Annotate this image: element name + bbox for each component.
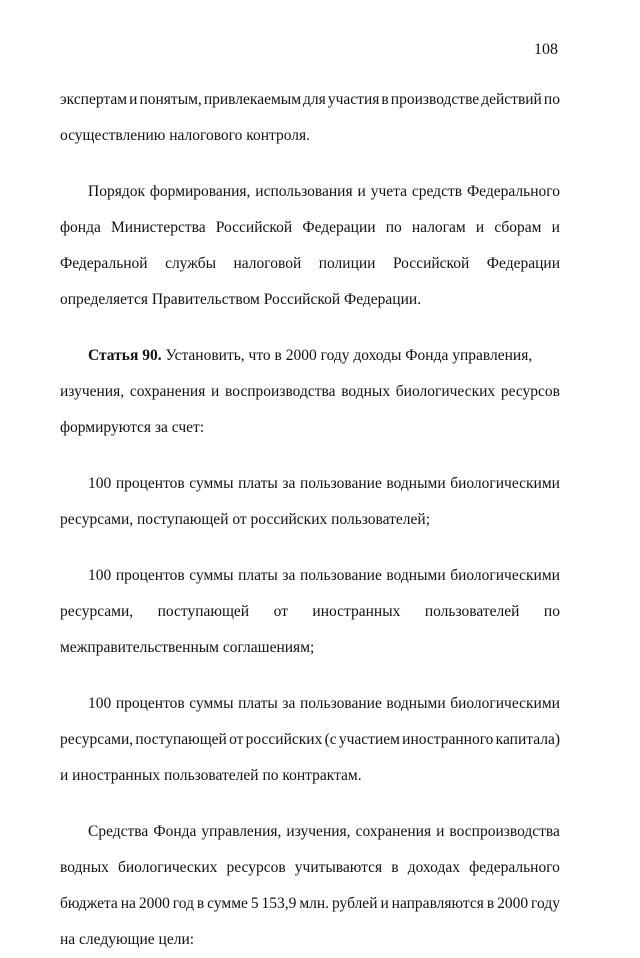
document-body: [60, 82, 560, 958]
text-line: и иностранных пользователей по контрактам.: [60, 767, 362, 784]
text-line: изучения, сохранения и воспроизводства водных биологических ресурсов: [60, 383, 560, 400]
text-line: Порядок формирования, использования и учета средств Федерального: [88, 183, 560, 200]
text-line: 100 процентов суммы платы за пользование водными биологическими: [88, 695, 560, 712]
text-line: Средства Фонда управления, изучения, сохранения и воспроизводства: [88, 823, 560, 840]
text-line: осуществлению налогового контроля.: [60, 127, 311, 144]
article-label: Статья 90.: [88, 347, 162, 364]
text-line: межправительственным соглашениям;: [60, 639, 315, 656]
text-line: 100 процентов суммы платы за пользование водными биологическими: [88, 475, 560, 492]
text-line: определяется Правительством Российской Федерации.: [60, 291, 422, 308]
text-line: Федеральной службы налоговой полиции Российской Федерации: [60, 255, 560, 272]
text-line: ресурсами, поступающей от иностранных пользователей по: [60, 603, 560, 620]
text-line: ресурсами, поступающей от российских пользователей;: [60, 511, 431, 528]
text-line: ресурсами, поступающей от российских (с участием иностранного капитала): [60, 731, 560, 748]
article-line: [60, 338, 560, 374]
text-line: бюджета на 2000 год в сумме 5 153,9 млн. рублей и направляются в 2000 году: [60, 895, 560, 912]
text-line: экспертам и понятым, привлекаемым для участия в производстве действий по: [60, 91, 560, 108]
text-line: фонда Министерства Российской Федерации по налогам и сборам и: [60, 219, 560, 236]
text-line: 100 процентов суммы платы за пользование водными биологическими: [88, 567, 560, 584]
text-line: на следующие цели:: [60, 931, 195, 948]
text-line: Установить, что в 2000 году доходы Фонда управления,: [161, 347, 533, 364]
text-line: формируются за счет:: [60, 419, 205, 436]
text-line: водных биологических ресурсов учитываются в доходах федерального: [60, 859, 560, 876]
page-number: 108: [534, 41, 558, 58]
